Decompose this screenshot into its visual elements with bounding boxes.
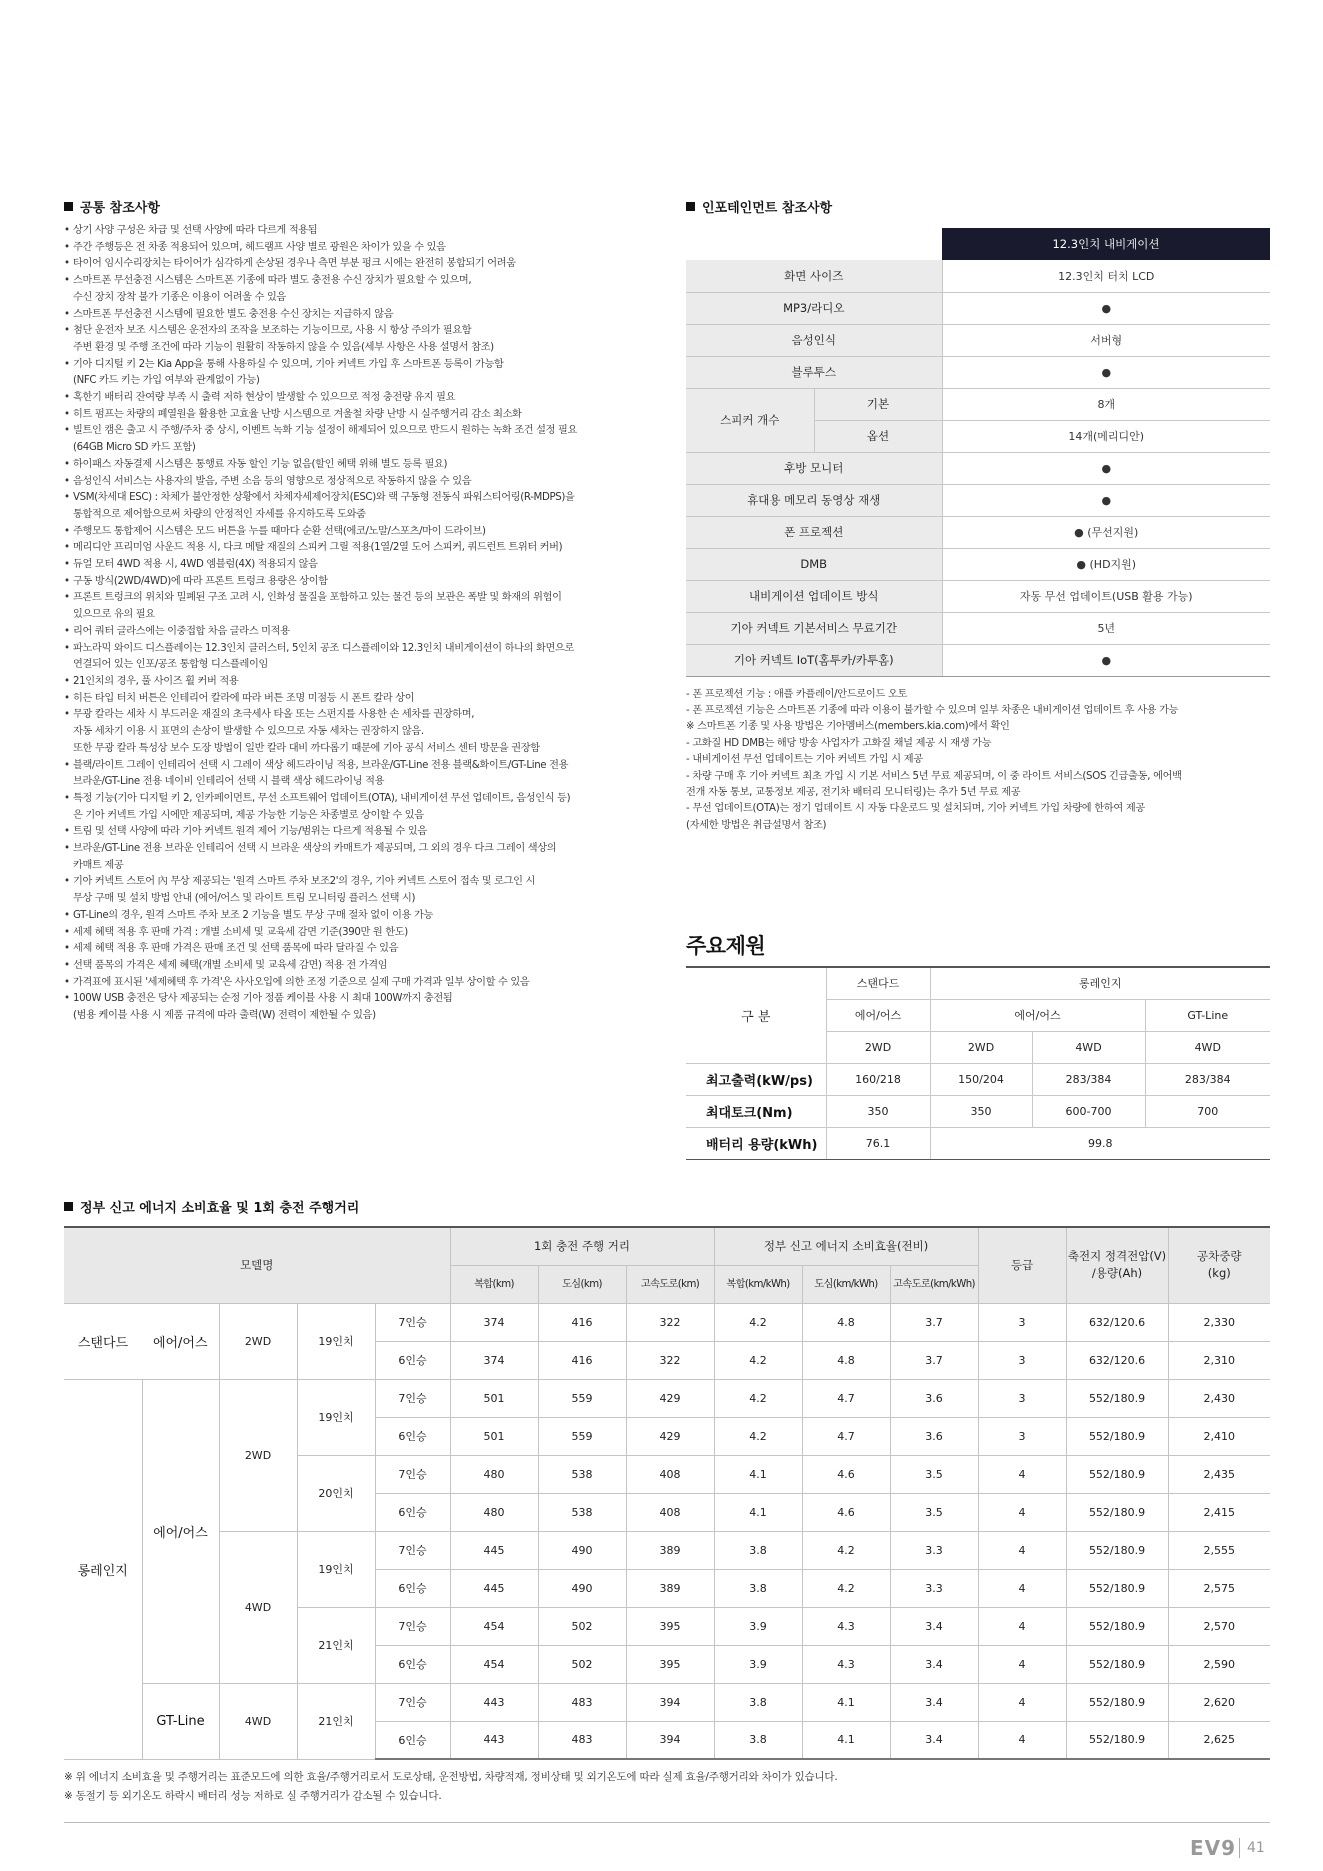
drive-cell: 4WD xyxy=(219,1531,297,1683)
value-cell: 4.2 xyxy=(714,1417,802,1455)
seat-cell: 6인승 xyxy=(375,1569,450,1607)
value-cell: 3.8 xyxy=(714,1569,802,1607)
table-row xyxy=(686,452,1270,484)
value-cell: 4 xyxy=(978,1645,1066,1683)
value-cell: 394 xyxy=(626,1683,714,1721)
value-cell: 4 xyxy=(978,1721,1066,1759)
model-header: 모델명 xyxy=(64,1227,450,1303)
value-cell: 559 xyxy=(538,1417,626,1455)
square-bullet-icon xyxy=(64,1202,73,1211)
table-row xyxy=(686,580,1270,612)
infotainment-notes xyxy=(686,687,1270,835)
row-value: ● xyxy=(942,484,1270,516)
value-cell: 480 xyxy=(450,1455,538,1493)
list-item: • 음성인식 서비스는 사용자의 발음, 주변 소음 등의 영향으로 정상적으로 작동하지 않을 수 있음 xyxy=(64,474,654,491)
seat-cell: 7인승 xyxy=(375,1683,450,1721)
value-cell: 552/180.9 xyxy=(1066,1417,1168,1455)
value-cell: 3.9 xyxy=(714,1607,802,1645)
power-value: 283/384 xyxy=(1032,1063,1145,1095)
value-cell: 552/180.9 xyxy=(1066,1607,1168,1645)
ecomb-header: 복합(km/kWh) xyxy=(714,1265,802,1303)
list-item: • 메리디안 프리미엄 사운드 적용 시, 다크 메탈 재질의 스피커 그릴 적용(1열/2열 도어 스피커, 쿼드런트 트위터 커버) xyxy=(64,540,654,557)
seat-cell: 6인승 xyxy=(375,1493,450,1531)
value-cell: 3.8 xyxy=(714,1721,802,1759)
grade-header: 등급 xyxy=(978,1227,1066,1303)
value-cell: 3.4 xyxy=(890,1645,978,1683)
table-row xyxy=(686,548,1270,580)
row-value: 자동 무선 업데이트(USB 활용 가능) xyxy=(942,580,1270,612)
hwy-header: 고속도로(km) xyxy=(626,1265,714,1303)
list-item: • 듀얼 모터 4WD 적용 시, 4WD 엠블럼(4X) 적용되지 않음 xyxy=(64,557,654,574)
trim-label: 에어/어스 xyxy=(930,999,1145,1031)
list-item: • 트림 및 선택 사양에 따라 기아 커넥트 원격 제어 기능/범위는 다르게 적용될 수 있음 xyxy=(64,824,654,841)
value-cell: 3.4 xyxy=(890,1721,978,1759)
list-item: - 내비게이션 무선 업데이트는 기아 커넥트 가입 시 제공 xyxy=(686,754,923,766)
model-cell: 롱레인지 xyxy=(64,1379,142,1759)
value-cell: 3.8 xyxy=(714,1683,802,1721)
list-item: • 세제 혜택 적용 후 판매 가격은 판매 조건 및 선택 품목에 따라 달라질 수 있음 xyxy=(64,941,654,958)
row-sublabel: 옵션 xyxy=(814,420,942,452)
square-bullet-icon xyxy=(64,202,73,211)
footnote: ※ 동절기 등 외기온도 하락시 배터리 성능 저하로 실 주행거리가 감소될 수 있습니다. xyxy=(64,1790,442,1802)
value-cell: 4.2 xyxy=(802,1531,890,1569)
value-cell: 3 xyxy=(978,1417,1066,1455)
list-item: • 스마트폰 무선충전 시스템에 필요한 별도 충전용 수신 장치는 지급하지 않음 xyxy=(64,307,654,324)
wheel-cell: 21인치 xyxy=(297,1607,375,1683)
standard-label: 스탠다드 xyxy=(826,967,930,999)
trim-cell: 에어/어스 xyxy=(142,1303,219,1379)
energy-table xyxy=(64,1226,1270,1760)
weight-header: 공차중량 (kg) xyxy=(1168,1227,1270,1303)
value-cell: 632/120.6 xyxy=(1066,1341,1168,1379)
torque-value: 600-700 xyxy=(1032,1095,1145,1127)
value-cell: 538 xyxy=(538,1455,626,1493)
value-cell: 429 xyxy=(626,1417,714,1455)
battery-label: 배터리 용량(kWh) xyxy=(686,1127,826,1159)
value-cell: 2,555 xyxy=(1168,1531,1270,1569)
list-item: • 혹한기 배터리 잔여량 부족 시 출력 저하 현상이 발생할 수 있으므로 적정 충전량 유지 필요 xyxy=(64,390,654,407)
navi-header: 12.3인치 내비게이션 xyxy=(942,228,1270,260)
table-row xyxy=(686,1127,1270,1159)
table-corner xyxy=(686,228,942,260)
value-cell: 4 xyxy=(978,1455,1066,1493)
value-cell: 502 xyxy=(538,1645,626,1683)
value-cell: 538 xyxy=(538,1493,626,1531)
value-cell: 632/120.6 xyxy=(1066,1303,1168,1341)
value-cell: 389 xyxy=(626,1569,714,1607)
drive-label: 4WD xyxy=(1145,1031,1270,1063)
row-value: ● xyxy=(942,292,1270,324)
seat-cell: 7인승 xyxy=(375,1303,450,1341)
energy-body xyxy=(64,1303,1270,1759)
wheel-cell: 19인치 xyxy=(297,1379,375,1455)
drive-label: 2WD xyxy=(826,1031,930,1063)
drive-cell: 4WD xyxy=(219,1683,297,1759)
list-item: • 구동 방식(2WD/4WD)에 따라 프론트 트렁크 용량은 상이함 xyxy=(64,574,654,591)
value-cell: 490 xyxy=(538,1531,626,1569)
value-cell: 3.9 xyxy=(714,1645,802,1683)
value-cell: 429 xyxy=(626,1379,714,1417)
list-item: • 프론트 트렁크의 위치와 밀폐된 구조 고려 시, 인화성 물질을 포함하고 있는 물건 등의 보관은 폭발 및 화재의 위험이 있으므로 유의 필요 xyxy=(64,590,654,623)
value-cell: 2,435 xyxy=(1168,1455,1270,1493)
value-cell: 552/180.9 xyxy=(1066,1721,1168,1759)
torque-value: 700 xyxy=(1145,1095,1270,1127)
value-cell: 4.3 xyxy=(802,1607,890,1645)
value-cell: 454 xyxy=(450,1607,538,1645)
row-value: ● xyxy=(942,452,1270,484)
square-bullet-icon xyxy=(686,202,695,211)
value-cell: 2,310 xyxy=(1168,1341,1270,1379)
wheel-cell: 20인치 xyxy=(297,1455,375,1531)
value-cell: 445 xyxy=(450,1569,538,1607)
list-item: • GT-Line의 경우, 원격 스마트 주차 보조 2 기능을 별도 무상 구매 절차 없이 이용 가능 xyxy=(64,908,654,925)
value-cell: 4.2 xyxy=(714,1379,802,1417)
infotainment-section xyxy=(686,197,1270,834)
trim-label: 에어/어스 xyxy=(826,999,930,1031)
row-value: ● xyxy=(942,644,1270,676)
row-value: 14개(메리디안) xyxy=(942,420,1270,452)
list-item: • 주행모드 통합제어 시스템은 모드 버튼을 누를 때마다 순환 선택(에코/노말/스포츠/마이 드라이브) xyxy=(64,524,654,541)
common-notes-list xyxy=(64,223,654,1025)
list-item: • 선택 품목의 가격은 세제 혜택(개별 소비세 및 교육세 감면) 적용 전 가격임 xyxy=(64,958,654,975)
value-cell: 4.7 xyxy=(802,1417,890,1455)
comb-header: 복합(km) xyxy=(450,1265,538,1303)
value-cell: 3 xyxy=(978,1341,1066,1379)
table-row xyxy=(686,292,1270,324)
row-value: ● (무선지원) xyxy=(942,516,1270,548)
row-value: ● (HD지원) xyxy=(942,548,1270,580)
battery-value: 76.1 xyxy=(826,1127,930,1159)
list-item: • 리어 쿼터 글라스에는 이중접합 차음 글라스 미적용 xyxy=(64,624,654,641)
row-sublabel: 기본 xyxy=(814,388,942,420)
list-item: • 무광 칼라는 세차 시 부드러운 재질의 초극세사 타올 또는 스펀지를 사용한 손 세차를 권장하며, 자동 세차기 이용 시 표면의 손상이 발생할 수 있으므로 자동 세차는 권장하지 않음. 또한 무광 칼라 특성상 보수 도장 방법이 일반 칼라 대비 까다롭기 때문에 기아 공식 서비스 센터 방문을 권장함 xyxy=(64,707,654,757)
list-item: • 기아 디지털 키 2는 Kia App을 통해 사용하실 수 있으며, 기아 커넥트 가입 후 스마트폰 등록이 가능함 (NFC 카드 키는 가입 여부와 관계없이 가능) xyxy=(64,357,654,390)
value-cell: 4.8 xyxy=(802,1303,890,1341)
table-row xyxy=(64,1379,1270,1417)
energy-title: 정부 신고 에너지 소비효율 및 1회 충전 주행거리 xyxy=(64,1197,1270,1216)
seat-cell: 6인승 xyxy=(375,1721,450,1759)
value-cell: 2,575 xyxy=(1168,1569,1270,1607)
list-item: • 히트 펌프는 차량의 폐열원을 활용한 고효율 난방 시스템으로 겨울철 차량 난방 시 실주행거리 감소 최소화 xyxy=(64,407,654,424)
table-row xyxy=(64,1531,1270,1569)
energy-section xyxy=(64,1197,1270,1806)
value-cell: 395 xyxy=(626,1645,714,1683)
list-item: • VSM(차세대 ESC) : 차체가 불안정한 상황에서 차체자세제어장치(ESC)와 랙 구동형 전동식 파워스티어링(R-MDPS)을 통합적으로 제어함으로써 차량의 안정적인 자세를 유지하도록 도와줌 xyxy=(64,490,654,523)
power-value: 150/204 xyxy=(930,1063,1032,1095)
battery-header: 축전지 정격전압(V) /용량(Ah) xyxy=(1066,1227,1168,1303)
list-item: - 차량 구매 후 기아 커넥트 최초 가입 시 기본 서비스 5년 무료 제공되며, 이 중 라이트 서비스(SOS 긴급출동, 에어백 전개 자동 통보, 교통정보 제공, 전기차 배터리 모니터링)는 추가 5년 무료 제공 xyxy=(686,770,1182,798)
value-cell: 4.6 xyxy=(802,1455,890,1493)
table-row xyxy=(686,1063,1270,1095)
value-cell: 3.5 xyxy=(890,1455,978,1493)
footnote: ※ 위 에너지 소비효율 및 주행거리는 표준모드에 의한 효율/주행거리로서 도로상태, 운전방법, 차량적재, 정비상태 및 외기온도에 따라 실제 효율/주행거리와 차이가 있습니다. xyxy=(64,1771,838,1783)
list-item: • 기아 커넥트 스토어 內 무상 제공되는 '원격 스마트 주차 보조2'의 경우, 기아 커넥트 스토어 접속 및 로그인 시 무상 구매 및 설치 방법 안내 (에어/어스 및 라이트 트림 모니터링 플러스 선택 시) xyxy=(64,874,654,907)
row-label: 블루투스 xyxy=(686,356,942,388)
gubun-label: 구 분 xyxy=(686,967,826,1063)
table-header-row xyxy=(64,1227,1270,1265)
value-cell: 559 xyxy=(538,1379,626,1417)
torque-value: 350 xyxy=(930,1095,1032,1127)
table-row xyxy=(64,1683,1270,1721)
value-cell: 501 xyxy=(450,1379,538,1417)
value-cell: 552/180.9 xyxy=(1066,1455,1168,1493)
longrange-label: 롱레인지 xyxy=(930,967,1270,999)
power-value: 160/218 xyxy=(826,1063,930,1095)
value-cell: 408 xyxy=(626,1493,714,1531)
value-cell: 2,570 xyxy=(1168,1607,1270,1645)
value-cell: 322 xyxy=(626,1341,714,1379)
value-cell: 445 xyxy=(450,1531,538,1569)
value-cell: 395 xyxy=(626,1607,714,1645)
value-cell: 3.5 xyxy=(890,1493,978,1531)
row-label: 내비게이션 업데이트 방식 xyxy=(686,580,942,612)
value-cell: 4.2 xyxy=(714,1303,802,1341)
value-cell: 4 xyxy=(978,1683,1066,1721)
wheel-cell: 21인치 xyxy=(297,1683,375,1759)
seat-cell: 7인승 xyxy=(375,1379,450,1417)
footer-separator xyxy=(1239,1838,1240,1858)
range-header: 1회 충전 주행 거리 xyxy=(450,1227,714,1265)
row-value: 8개 xyxy=(942,388,1270,420)
drive-cell: 2WD xyxy=(219,1303,297,1379)
table-row xyxy=(686,260,1270,292)
value-cell: 322 xyxy=(626,1303,714,1341)
list-item: • 하이패스 자동결제 시스템은 통행료 자동 할인 기능 없음(할인 혜택 위해 별도 등록 필요) xyxy=(64,457,654,474)
value-cell: 4 xyxy=(978,1569,1066,1607)
table-row xyxy=(686,356,1270,388)
value-cell: 416 xyxy=(538,1303,626,1341)
value-cell: 552/180.9 xyxy=(1066,1683,1168,1721)
value-cell: 4.8 xyxy=(802,1341,890,1379)
trim-cell: 에어/어스 xyxy=(142,1379,219,1683)
value-cell: 443 xyxy=(450,1721,538,1759)
table-row xyxy=(686,388,1270,420)
value-cell: 4 xyxy=(978,1607,1066,1645)
value-cell: 2,330 xyxy=(1168,1303,1270,1341)
drive-cell: 2WD xyxy=(219,1379,297,1531)
city-header: 도심(km) xyxy=(538,1265,626,1303)
list-item: • 첨단 운전자 보조 시스템은 운전자의 조작을 보조하는 기능이므로, 사용 시 항상 주의가 필요함 주변 환경 및 주행 조건에 따라 기능이 원활히 작동하지 않을 수 있음(세부 사항은 사용 설명서 참조) xyxy=(64,323,654,356)
seat-cell: 7인승 xyxy=(375,1607,450,1645)
value-cell: 480 xyxy=(450,1493,538,1531)
value-cell: 502 xyxy=(538,1607,626,1645)
value-cell: 552/180.9 xyxy=(1066,1493,1168,1531)
list-item: • 주간 주행등은 전 차종 적용되어 있으며, 헤드램프 사양 별로 광원은 차이가 있을 수 있음 xyxy=(64,240,654,257)
row-value: 5년 xyxy=(942,612,1270,644)
value-cell: 483 xyxy=(538,1683,626,1721)
value-cell: 552/180.9 xyxy=(1066,1645,1168,1683)
value-cell: 4.1 xyxy=(714,1493,802,1531)
value-cell: 4.7 xyxy=(802,1379,890,1417)
table-row xyxy=(64,1303,1270,1341)
ecity-header: 도심(km/kWh) xyxy=(802,1265,890,1303)
value-cell: 454 xyxy=(450,1645,538,1683)
infotainment-table xyxy=(686,228,1270,677)
value-cell: 4 xyxy=(978,1493,1066,1531)
seat-cell: 7인승 xyxy=(375,1531,450,1569)
list-item: - 고화질 HD DMB는 해당 방송 사업자가 고화질 채널 제공 시 재생 가능 xyxy=(686,737,992,749)
list-item: • 파노라믹 와이드 디스플레이는 12.3인치 클러스터, 5인치 공조 디스플레이와 12.3인치 내비게이션이 하나의 화면으로 연결되어 있는 인포/공조 통합형 디스플레이임 xyxy=(64,641,654,674)
value-cell: 3.4 xyxy=(890,1607,978,1645)
row-label: 화면 사이즈 xyxy=(686,260,942,292)
table-row xyxy=(686,1095,1270,1127)
value-cell: 3 xyxy=(978,1379,1066,1417)
page-number: 41 xyxy=(1247,1840,1265,1856)
seat-cell: 6인승 xyxy=(375,1645,450,1683)
table-row xyxy=(686,644,1270,676)
list-item: • 블랙/라이트 그레이 인테리어 선택 시 그레이 색상 헤드라이닝 적용, 브라운/GT-Line 전용 블랙&화이트/GT-Line 전용 브라운/GT-Line 전용 네이비 인테리어 선택 시 블랙 색상 헤드라이닝 적용 xyxy=(64,758,654,791)
seat-cell: 6인승 xyxy=(375,1417,450,1455)
brand-label: EV9 xyxy=(1190,1836,1237,1860)
infotainment-title: 인포테인먼트 참조사항 xyxy=(686,197,1270,216)
ehwy-header: 고속도로(km/kWh) xyxy=(890,1265,978,1303)
row-label: 음성인식 xyxy=(686,324,942,356)
value-cell: 2,415 xyxy=(1168,1493,1270,1531)
list-item: • 100W USB 충전은 당사 제공되는 순정 기아 정품 케이블 사용 시 최대 100W까지 충전됨 (범용 케이블 사용 시 제품 규격에 따라 출력(W) 전력이 제한될 수 있음) xyxy=(64,991,654,1024)
value-cell: 408 xyxy=(626,1455,714,1493)
list-item: • 세제 혜택 적용 후 판매 가격 : 개별 소비세 및 교육세 감면 기준(390만 원 한도) xyxy=(64,925,654,942)
list-item: • 상기 사양 구성은 차급 및 선택 사양에 따라 다르게 적용됨 xyxy=(64,223,654,240)
value-cell: 483 xyxy=(538,1721,626,1759)
row-value: ● xyxy=(942,356,1270,388)
value-cell: 416 xyxy=(538,1341,626,1379)
list-item: • 가격표에 표시된 '세제혜택 후 가격'은 사사오입에 의한 조정 기준으로 실제 구매 가격과 일부 상이할 수 있음 xyxy=(64,975,654,992)
common-notes-title: 공통 참조사항 xyxy=(64,197,654,216)
value-cell: 2,590 xyxy=(1168,1645,1270,1683)
footer-divider xyxy=(64,1822,1270,1823)
value-cell: 4.2 xyxy=(714,1341,802,1379)
list-item: • 스마트폰 무선충전 시스템은 스마트폰 기종에 따라 별도 충전용 수신 장치가 필요할 수 있으며, 수신 장치 장착 불가 기종은 이용이 어려울 수 있음 xyxy=(64,273,654,306)
table-row xyxy=(686,484,1270,516)
torque-value: 350 xyxy=(826,1095,930,1127)
list-item: • 특정 기능(기아 디지털 키 2, 인카페이먼트, 무선 소프트웨어 업데이트(OTA), 내비게이션 무선 업데이트, 음성인식 등) 은 기아 커넥트 가입 시에만 제공되며, 제공 가능한 기능은 차종별로 상이할 수 있음 xyxy=(64,791,654,824)
table-row xyxy=(686,967,1270,999)
model-cell: 스탠다드 xyxy=(64,1303,142,1379)
value-cell: 4.3 xyxy=(802,1645,890,1683)
battery-value: 99.8 xyxy=(930,1127,1270,1159)
drive-label: 2WD xyxy=(930,1031,1032,1063)
value-cell: 3.8 xyxy=(714,1531,802,1569)
specs-table xyxy=(686,966,1270,1160)
value-cell: 3.7 xyxy=(890,1341,978,1379)
value-cell: 389 xyxy=(626,1531,714,1569)
common-notes-section xyxy=(64,197,654,1025)
value-cell: 552/180.9 xyxy=(1066,1531,1168,1569)
list-item: • 브라운/GT-Line 전용 브라운 인테리어 선택 시 브라운 색상의 카매트가 제공되며, 그 외의 경우 다크 그레이 색상의 카매트 제공 xyxy=(64,841,654,874)
specs-title: 주요제원 xyxy=(686,934,766,958)
power-value: 283/384 xyxy=(1145,1063,1270,1095)
value-cell: 4.1 xyxy=(802,1721,890,1759)
value-cell: 394 xyxy=(626,1721,714,1759)
value-cell: 4.6 xyxy=(802,1493,890,1531)
list-item: • 히든 타입 터치 버튼은 인테리어 칼라에 따라 버튼 조명 미점등 시 폰트 칼라 상이 xyxy=(64,691,654,708)
row-label: 휴대용 메모리 동영상 재생 xyxy=(686,484,942,516)
seat-cell: 7인승 xyxy=(375,1455,450,1493)
value-cell: 2,620 xyxy=(1168,1683,1270,1721)
efficiency-header: 정부 신고 에너지 소비효율(전비) xyxy=(714,1227,978,1265)
list-item: - 폰 프로젝션 기능은 스마트폰 기종에 따라 이용이 불가할 수 있으며 일부 차종은 내비게이션 업데이트 후 사용 가능 ※ 스마트폰 기종 및 사용 방법은 기아멤버스(members.kia.com)에서 확인 xyxy=(686,704,1179,733)
value-cell: 443 xyxy=(450,1683,538,1721)
list-item: • 빌트인 캠은 출고 시 주행/주차 중 상시, 이벤트 녹화 기능 설정이 해제되어 있으므로 반드시 원하는 녹화 조건 설정 필요 (64GB Micro SD 카드 포함) xyxy=(64,423,654,456)
trim-label: GT-Line xyxy=(1145,999,1270,1031)
table-row xyxy=(686,516,1270,548)
list-item: • 21인치의 경우, 풀 사이즈 휠 커버 적용 xyxy=(64,674,654,691)
row-value: 12.3인치 터치 LCD xyxy=(942,260,1270,292)
value-cell: 3 xyxy=(978,1303,1066,1341)
value-cell: 2,430 xyxy=(1168,1379,1270,1417)
list-item: - 무선 업데이트(OTA)는 정기 업데이트 시 자동 다운로드 및 설치되며, 기아 커넥트 가입 차량에 한하여 제공 (자세한 방법은 취급설명서 참조) xyxy=(686,803,1145,831)
value-cell: 552/180.9 xyxy=(1066,1379,1168,1417)
value-cell: 552/180.9 xyxy=(1066,1569,1168,1607)
value-cell: 501 xyxy=(450,1417,538,1455)
value-cell: 3.3 xyxy=(890,1531,978,1569)
row-label: 스피커 개수 xyxy=(686,388,814,452)
value-cell: 490 xyxy=(538,1569,626,1607)
value-cell: 3.6 xyxy=(890,1379,978,1417)
footnotes xyxy=(64,1768,1270,1806)
value-cell: 2,410 xyxy=(1168,1417,1270,1455)
value-cell: 4 xyxy=(978,1531,1066,1569)
row-label: DMB xyxy=(686,548,942,580)
power-label: 최고출력(kW/ps) xyxy=(686,1063,826,1095)
list-item: • 타이어 임시수리장치는 타이어가 심각하게 손상된 경우나 측면 부분 펑크 시에는 완전히 봉합되기 어려움 xyxy=(64,256,654,273)
torque-label: 최대토크(Nm) xyxy=(686,1095,826,1127)
value-cell: 3.6 xyxy=(890,1417,978,1455)
row-label: 기아 커넥트 기본서비스 무료기간 xyxy=(686,612,942,644)
list-item: - 폰 프로젝션 기능 : 애플 카플레이/안드로이드 오토 xyxy=(686,688,908,700)
wheel-cell: 19인치 xyxy=(297,1303,375,1379)
trim-cell: GT-Line xyxy=(142,1683,219,1759)
value-cell: 4.1 xyxy=(802,1683,890,1721)
row-label: 폰 프로젝션 xyxy=(686,516,942,548)
row-value: 서버형 xyxy=(942,324,1270,356)
table-row xyxy=(686,612,1270,644)
value-cell: 4.2 xyxy=(802,1569,890,1607)
value-cell: 3.7 xyxy=(890,1303,978,1341)
value-cell: 374 xyxy=(450,1303,538,1341)
row-label: 후방 모니터 xyxy=(686,452,942,484)
seat-cell: 6인승 xyxy=(375,1341,450,1379)
drive-label: 4WD xyxy=(1032,1031,1145,1063)
value-cell: 3.4 xyxy=(890,1683,978,1721)
row-label: 기아 커넥트 IoT(홈투카/카투홈) xyxy=(686,644,942,676)
value-cell: 4.1 xyxy=(714,1455,802,1493)
value-cell: 2,625 xyxy=(1168,1721,1270,1759)
specs-section xyxy=(686,930,1270,1160)
value-cell: 374 xyxy=(450,1341,538,1379)
table-row xyxy=(686,324,1270,356)
value-cell: 3.3 xyxy=(890,1569,978,1607)
wheel-cell: 19인치 xyxy=(297,1531,375,1607)
row-label: MP3/라디오 xyxy=(686,292,942,324)
